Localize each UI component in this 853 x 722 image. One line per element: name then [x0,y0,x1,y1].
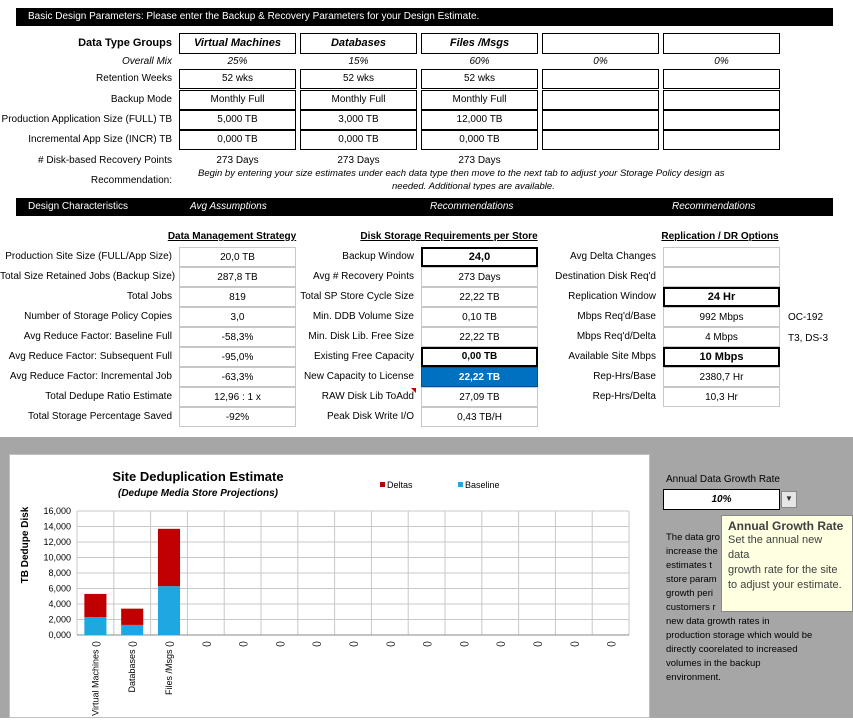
note-t3: T3, DS-3 [788,333,829,344]
dsr-label-4: Min. Disk Lib. Free Size [308,331,414,342]
banner-design [16,198,833,216]
param-label-3: Production Application Size (FULL) TB [1,114,172,125]
dms-label-1: Total Size Retained Jobs (Backup Size) [0,271,176,282]
rep-value-2[interactable]: 24 Hr [663,287,780,307]
dsr-value-6: 22,22 TB [421,367,538,387]
y-tick-label: 4,000 [48,599,71,609]
x-tick-label: () [605,641,616,647]
description-line: new data growth rates in [666,616,770,627]
growth-tooltip [721,515,853,612]
rec-text-2: needed. Additional types are available. [392,181,555,190]
description-line: customers r [666,602,716,613]
group-label: Data Type Groups [78,37,172,49]
rep-label-0: Avg Delta Changes [570,251,656,262]
dsr-label-8: Peak Disk Write I/O [326,411,414,422]
param-label-1: Retention Weeks [96,73,172,84]
param-input-1-3[interactable] [542,69,659,89]
param-input-4-0[interactable]: 0,000 TB [179,130,296,150]
param-input-2-0[interactable]: Monthly Full [179,90,296,110]
rep-label-5: Available Site Mbps [568,351,656,362]
param-input-4-3[interactable] [542,130,659,150]
param-input-1-4[interactable] [663,69,780,89]
dms-value-4: -58,3% [179,327,296,347]
chevron-down-icon[interactable]: ▼ [781,491,797,508]
dsr-value-5[interactable]: 0,00 TB [421,347,538,367]
x-tick-label: Files /Msgs () [164,641,174,695]
description-line: estimates t [666,560,712,571]
description-line: store param [666,574,717,585]
growth-rate-select[interactable]: 10% [663,489,780,510]
param-input-4-2[interactable]: 0,000 TB [421,130,538,150]
rep-label-3: Mbps Req'd/Base [577,311,656,322]
rep-label-7: Rep-Hrs/Delta [592,391,656,402]
bar-baseline-2 [158,586,180,635]
dms-label-7: Total Dedupe Ratio Estimate [45,391,172,402]
x-tick-label: Virtual Machines () [90,641,101,716]
param-value-5-0: 273 Days [216,155,259,166]
y-tick-label: 8,000 [48,568,71,578]
param-input-1-2[interactable]: 52 wks [421,69,538,89]
y-tick-label: 12,000 [43,537,71,547]
tooltip-title: Annual Growth Rate [728,519,844,533]
banner-recommendations-1: Recommendations [430,201,514,212]
param-label-0: Overall Mix [121,56,172,67]
param-label-4: Incremental App Size (INCR) TB [28,134,172,145]
param-input-4-4[interactable] [663,130,780,150]
rep-value-1 [663,267,780,287]
x-tick-label: () [200,641,211,647]
param-input-2-3[interactable] [542,90,659,110]
x-tick-label: () [421,641,432,647]
dms-label-3: Number of Storage Policy Copies [24,311,172,322]
group-header-0[interactable]: Virtual Machines [179,33,296,54]
bar-baseline-0 [84,617,106,635]
rep-value-0 [663,247,780,267]
y-tick-label: 6,000 [48,583,71,594]
param-label-5: # Disk-based Recovery Points [38,155,172,166]
dsr-value-2: 22,22 TB [421,287,538,307]
legend-deltas: Deltas [387,480,413,490]
param-value-0-3: 0% [593,56,608,67]
dms-label-5: Avg Reduce Factor: Subsequent Full [8,351,172,362]
y-tick-label: 10,000 [43,552,71,563]
param-input-1-0[interactable]: 52 wks [179,69,296,89]
dms-value-1: 287,8 TB [179,267,296,287]
y-tick-label: 0,000 [48,630,71,640]
rep-value-5[interactable]: 10 Mbps [663,347,780,367]
dsr-value-7: 27,09 TB [421,387,538,407]
dms-value-2: 819 [179,287,296,307]
param-label-2: Backup Mode [110,94,172,105]
param-value-0-4: 0% [714,56,729,67]
banner-design-char: Design Characteristics [28,201,129,212]
dms-label-4: Avg Reduce Factor: Baseline Full [23,331,172,342]
dsr-label-0: Backup Window [342,251,414,262]
banner-recommendations-2: Recommendations [672,201,756,212]
rec-text-1: Begin by entering your size estimates under each data type then move to the next tab to adjust your Storage Policy design as [198,168,725,179]
rec-label: Recommendation: [90,175,172,186]
description-line: volumes in the backup [666,658,761,669]
legend-swatch-deltas [380,482,385,487]
x-tick-label: () [274,641,285,647]
dms-label-0: Production Site Size (FULL/App Size) [5,251,172,262]
param-value-5-2: 273 Days [458,155,501,166]
dsr-value-4: 22,22 TB [421,327,538,347]
bar-deltas-2 [158,529,180,586]
dms-value-7: 12,96 : 1 x [179,387,296,407]
growth-label: Annual Data Growth Rate [666,474,780,485]
chart-area [9,454,650,718]
param-input-3-3[interactable] [542,110,659,130]
param-value-0-2: 60% [469,56,490,67]
banner-basic-params: Basic Design Parameters: Please enter the Backup & Recovery Parameters for your Design Estimate. [16,8,833,26]
y-tick-label: 16,000 [43,506,71,516]
dms-value-6: -63,3% [179,367,296,387]
rep-value-4: 4 Mbps [663,327,780,347]
rep-label-2: Replication Window [568,291,656,302]
group-header-1[interactable]: Databases [300,33,417,54]
y-axis-label: TB Dedupe Disk [20,506,31,584]
x-tick-label: () [458,641,469,647]
dsr-label-1: Avg # Recovery Points [313,271,414,282]
rep-label-6: Rep-Hrs/Base [593,371,656,382]
dms-value-0: 20,0 TB [179,247,296,267]
dsr-value-8: 0,43 TB/H [421,407,538,427]
x-tick-label: () [532,641,542,647]
bar-deltas-1 [121,609,143,625]
chart-title: Site Deduplication Estimate [112,469,284,484]
dedupe-chart [10,455,651,719]
tooltip-body [728,533,846,593]
dsr-label-3: Min. DDB Volume Size [312,311,414,322]
x-tick-label: () [237,641,248,647]
description-line: production storage which would be [666,630,813,641]
description-line: The data gro [666,532,720,543]
banner-avg-assumptions: Avg Assumptions [190,201,267,212]
dms-label-8: Total Storage Percentage Saved [28,411,172,422]
tooltip-line: Set the annual new data [728,534,823,561]
dsr-value-1: 273 Days [421,267,538,287]
dms-value-3: 3,0 [179,307,296,327]
tooltip-line: growth rate for the site [728,564,838,576]
dms-title: Data Management Strategy [167,231,297,242]
param-value-0-0: 25% [227,56,248,67]
group-header-4[interactable] [663,33,780,54]
bar-deltas-0 [84,594,106,617]
comment-marker-icon [411,388,416,393]
rep-value-6: 2380,7 Hr [663,367,780,387]
param-input-3-1[interactable]: 3,000 TB [300,110,417,130]
rep-label-4: Mbps Req'd/Delta [576,331,656,342]
x-tick-label: () [311,641,322,647]
dms-value-8: -92% [179,407,296,427]
param-value-5-1: 273 Days [337,155,380,166]
param-input-1-1[interactable]: 52 wks [300,69,417,89]
x-tick-label: () [348,641,358,647]
dsr-label-2: Total SP Store Cycle Size [300,291,414,302]
x-tick-label: () [495,641,506,647]
rep-value-3: 992 Mbps [663,307,780,327]
rep-label-1: Destination Disk Req'd [555,271,656,282]
dsr-value-3: 0,10 TB [421,307,538,327]
dms-value-5: -95,0% [179,347,296,367]
dms-label-2: Total Jobs [126,291,172,302]
y-tick-label: 14,000 [43,521,71,532]
dsr-label-7: RAW Disk Lib ToAdd [321,391,414,402]
param-input-3-2[interactable]: 12,000 TB [421,110,538,130]
legend-swatch-baseline [458,482,463,487]
param-input-3-4[interactable] [663,110,780,130]
dsr-label-6: New Capacity to License [303,371,414,382]
param-value-0-1: 15% [348,56,369,67]
description-line: increase the [666,546,718,557]
param-input-2-1[interactable]: Monthly Full [300,90,417,110]
x-tick-label: () [384,641,395,647]
description-line: directly coorelated to increased [666,644,798,655]
legend-baseline: Baseline [465,480,500,490]
tooltip-line: to adjust your estimate. [728,579,842,591]
param-input-2-2[interactable]: Monthly Full [421,90,538,110]
dms-label-6: Avg Reduce Factor: Incremental Job [9,371,172,382]
x-tick-label: () [568,641,579,647]
bar-baseline-1 [121,625,143,635]
group-header-3[interactable] [542,33,659,54]
param-input-3-0[interactable]: 5,000 TB [179,110,296,130]
x-tick-label: Databases () [127,641,138,693]
dsr-value-0[interactable]: 24,0 [421,247,538,267]
param-input-2-4[interactable] [663,90,780,110]
dsr-title: Disk Storage Requirements per Store [360,231,538,242]
group-header-2[interactable]: Files /Msgs [421,33,538,54]
param-input-4-1[interactable]: 0,000 TB [300,130,417,150]
y-tick-label: 2,000 [48,614,71,625]
description-line: environment. [666,672,721,683]
rep-value-7: 10,3 Hr [663,387,780,407]
description-line: growth peri [666,588,713,599]
note-oc192: OC-192 [788,312,824,323]
rep-title: Replication / DR Options [661,231,779,242]
chart-subtitle: (Dedupe Media Store Projections) [117,488,279,499]
dsr-label-5: Existing Free Capacity [313,351,414,362]
